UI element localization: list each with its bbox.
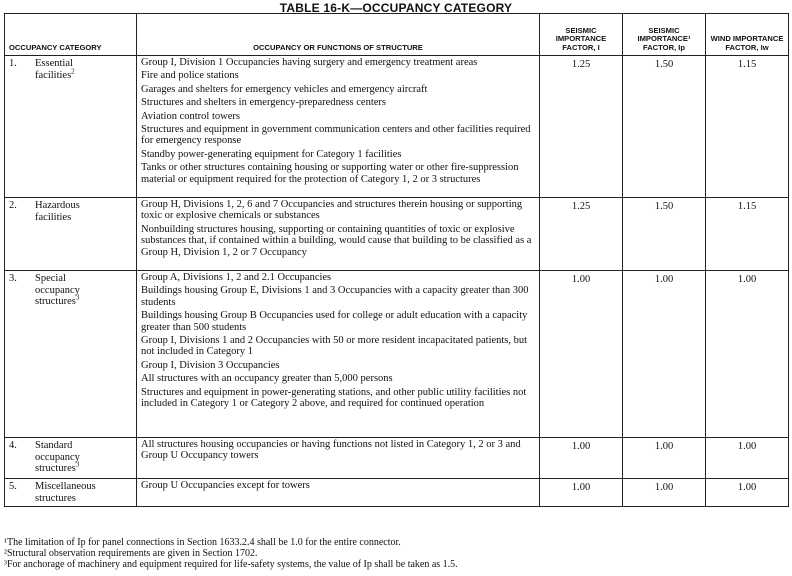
category-number: 3. — [9, 273, 17, 284]
header-wind-iw: WIND IMPORTANCE FACTOR, Iw — [706, 14, 789, 56]
seismic-ip-value: 1.00 — [623, 479, 706, 507]
seismic-ip-value: 1.50 — [623, 198, 706, 271]
function-item: Group U Occupancies except for towers — [141, 480, 310, 491]
footnote-3: ³For anchorage of machinery and equipment required for life-safety systems, the value of Ip shall be taken as 1.5. — [4, 559, 458, 570]
footnote-1: ¹The limitation of Ip for panel connections in Section 1633.2.4 shall be 1.0 for the entire connector. — [4, 537, 401, 548]
wind-iw-value: 1.00 — [706, 438, 789, 479]
footnote-ref: 2 — [71, 67, 75, 75]
function-item: Group I, Division 3 Occupancies — [141, 359, 280, 371]
table-row — [5, 198, 789, 271]
function-item: Group I, Division 1 Occupancies having surgery and emergency treatment areas — [141, 57, 478, 68]
category-label: Hazardous facilities — [35, 200, 80, 223]
footnote-ref: 3 — [75, 293, 80, 302]
function-item: Aviation control towers — [141, 110, 240, 122]
seismic-i-value: 1.00 — [540, 438, 623, 479]
function-item: Fire and police stations — [141, 70, 239, 82]
table-title: TABLE 16-K—OCCUPANCY CATEGORY — [279, 1, 513, 15]
header-occupancy-category: OCCUPANCY CATEGORY — [5, 14, 137, 56]
seismic-ip-value: 1.50 — [623, 56, 706, 198]
category-label: Special occupancy structures$^3$ — [35, 273, 80, 307]
function-item: Standby power-generating equipment for Category 1 facilities — [141, 148, 402, 160]
category-number: 5. — [9, 481, 17, 492]
table-row — [5, 438, 789, 479]
function-item: Structures and equipment in power-generating stations, and other public utility facilities not included in Category 1 or Category 2 above, and required for continued operation — [141, 386, 527, 410]
wind-iw-value: 1.15 — [706, 56, 789, 198]
function-item: Group I, Divisions 1 and 2 Occupancies with 50 or more resident incapacitated patients, but not included in Category 1 — [141, 335, 528, 358]
category-cell — [5, 198, 137, 271]
functions-cell — [137, 198, 540, 271]
function-item: Structures and shelters in emergency-preparedness centers — [141, 97, 387, 109]
wind-iw-value: 1.00 — [706, 479, 789, 507]
seismic-i-value: 1.00 — [540, 271, 623, 438]
category-cell — [5, 56, 137, 198]
occupancy-table — [4, 13, 789, 507]
category-number: 4. — [9, 440, 17, 451]
header-seismic-ip: SEISMIC IMPORTANCE¹ FACTOR, Ip — [623, 14, 706, 56]
table-row — [5, 479, 789, 507]
header-row — [5, 14, 789, 56]
function-item: Group H, Divisions 1, 2, 6 and 7 Occupancies and structures therein housing or supporting toxic or explosive chemicals or substances — [141, 199, 523, 222]
seismic-ip-value: 1.00 — [623, 271, 706, 438]
function-item: All structures housing occupancies or having functions not listed in Category 1, 2 or 3 and Group U Occupancy towers — [141, 439, 521, 462]
wind-iw-value: 1.15 — [706, 198, 789, 271]
function-item: Group A, Divisions 1, 2 and 2.1 Occupancies — [141, 272, 332, 283]
functions-cell — [137, 479, 540, 507]
seismic-i-value: 1.25 — [540, 56, 623, 198]
function-item: Structures and equipment in government communication centers and other facilities required for emergency response — [141, 124, 531, 147]
category-number: 2. — [9, 200, 17, 211]
category-cell — [5, 479, 137, 507]
header-functions: OCCUPANCY OR FUNCTIONS OF STRUCTURE — [137, 14, 540, 56]
functions-cell — [137, 271, 540, 438]
seismic-i-value: 1.00 — [540, 479, 623, 507]
category-cell — [5, 271, 137, 438]
table-row — [5, 271, 789, 438]
category-number: 1. — [9, 58, 17, 69]
seismic-ip-value: 1.00 — [623, 438, 706, 479]
function-item: All structures with an occupancy greater than 5,000 persons — [141, 373, 393, 385]
seismic-i-value: 1.25 — [540, 198, 623, 271]
category-label: Miscellaneous structures — [35, 481, 96, 504]
functions-cell — [137, 438, 540, 479]
function-item: Buildings housing Group B Occupancies used for college or adult education with a capacity greater than 500 students — [141, 310, 528, 333]
function-item: Tanks or other structures containing housing or supporting water or other fire-suppression material or equipment required for the protection of Category 1, 2 or 3 structures — [141, 162, 519, 185]
category-label: Essential facilities$^2$ — [35, 58, 75, 81]
table-row — [5, 56, 789, 198]
footnote-2: ²Structural observation requirements are given in Section 1702. — [4, 548, 258, 559]
function-item: Garages and shelters for emergency vehicles and emergency aircraft — [141, 83, 428, 95]
function-item: Nonbuilding structures housing, supporting or containing quantities of toxic or explosive substances that, if contained within a building, would cause that building to be classified as a Group H, Division 1, 2 or 7 Occupancy — [141, 223, 532, 258]
functions-cell — [137, 56, 540, 198]
footnote-ref: 3 — [75, 460, 80, 469]
wind-iw-value: 1.00 — [706, 271, 789, 438]
table-body — [5, 56, 789, 507]
function-item: Buildings housing Group E, Divisions 1 and 3 Occupancies with a capacity greater than 300 students — [141, 285, 529, 308]
header-seismic-i: SEISMIC IMPORTANCE FACTOR, I — [540, 14, 623, 56]
category-label: Standard occupancy structures$^3$ — [35, 440, 80, 474]
category-cell — [5, 438, 137, 479]
